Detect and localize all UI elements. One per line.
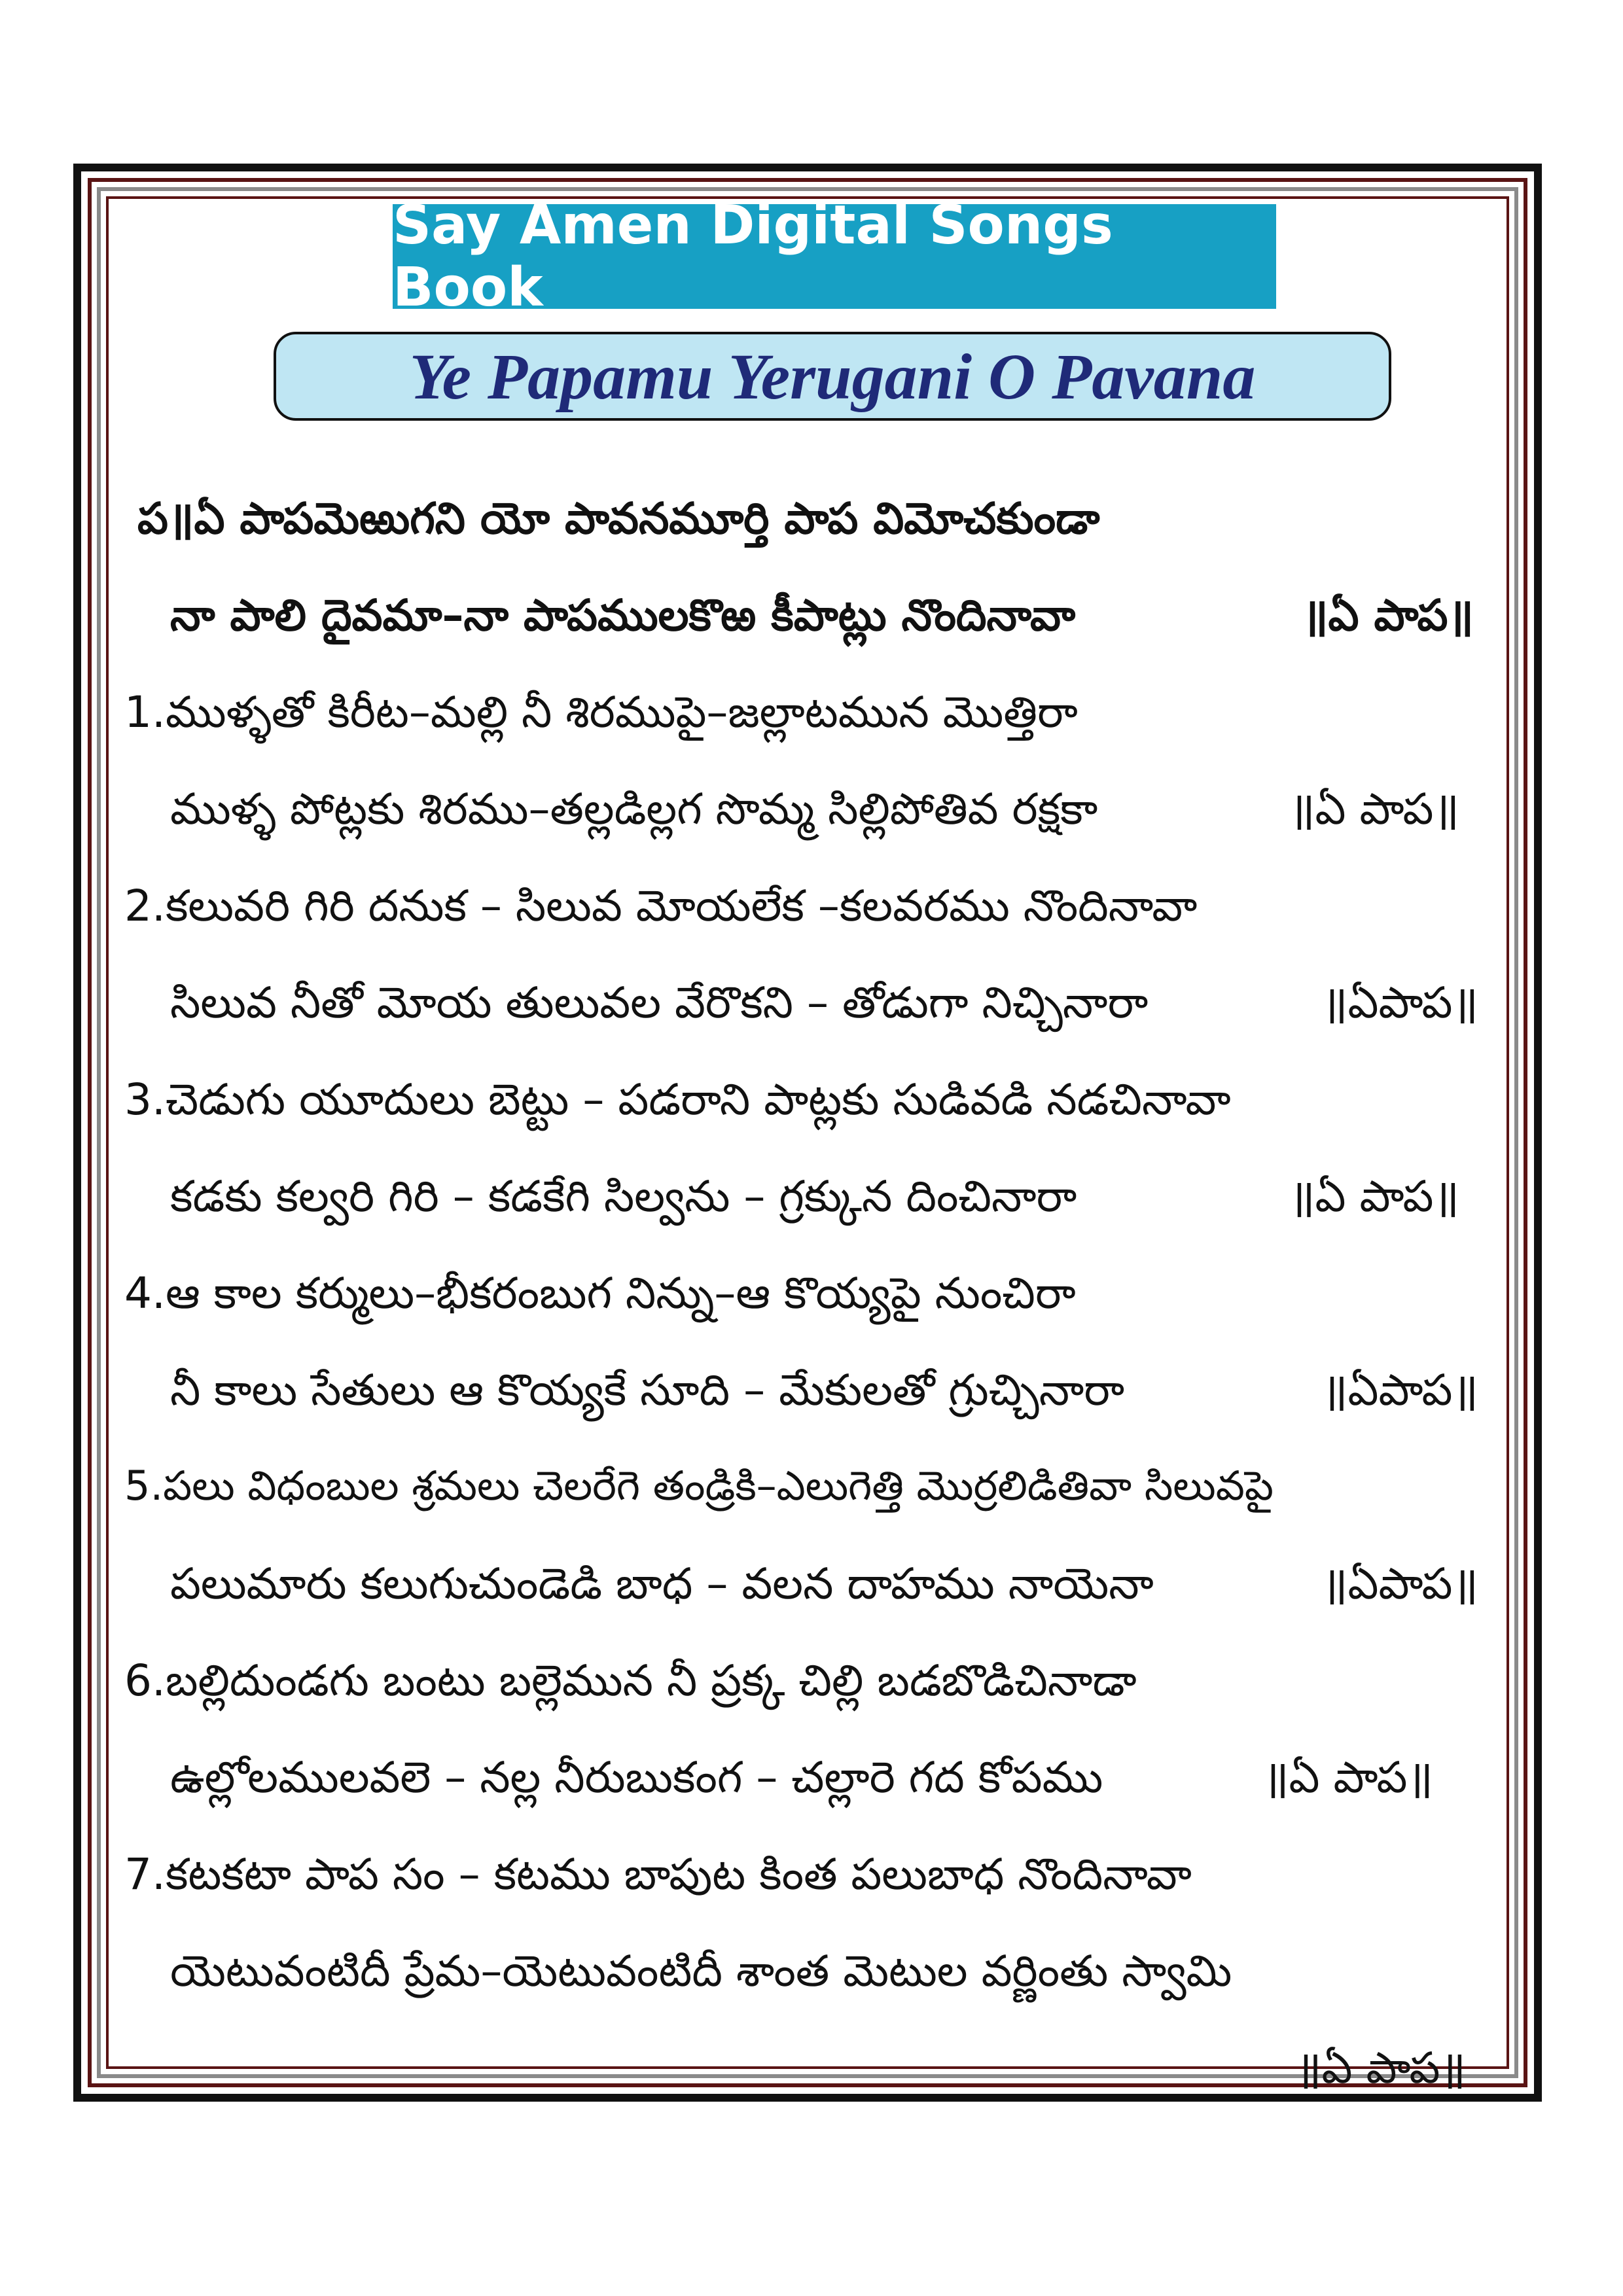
song-title-box [274,332,1391,421]
verse-1-line-2: ముళ్ళ పోట్లకు శిరము–తల్లడిల్లగ సొమ్మ సిల్లిపోతివ రక్షకా [170,784,1098,834]
verse-4-line-1: 4.ఆ కాల కర్ములు–భీకరంబుగ నిన్ను–ఆ కొయ్యపై నుంచిరా [124,1268,1076,1318]
verse-3-refrain: ॥ఏ పాప॥ [1289,1171,1459,1222]
verse-1-line-1: 1.ముళ్ళతో కిరీట–మల్లి నీ శిరముపై–జల్లాటమున మొత్తిరా [124,687,1078,737]
verse-2-line-1: 2.కలువరి గిరి దనుక – సిలువ మోయలేక –కలవరము నొందినావా [124,881,1198,931]
verse-6-line-2: ఉల్లోలములవలె – నల్ల నీరుబుకంగ – చల్లారె గద కోపము [170,1752,1103,1803]
book-title-banner [393,194,1276,319]
verse-5-line-2: పలుమారు కలుగుచుండెడి బాధ – వలన దాహము నాయెనా [170,1559,1154,1609]
song-title: Ye Papamu Yerugani O Pavana [409,340,1256,413]
chorus-line-2: నా పాలి దైవమా–నా పాపములకొఱ కీపాట్లు నొందినావా [170,590,1076,641]
verse-3-line-2: కడకు కల్వరి గిరి – కడకేగి సిల్వను – గ్రక్కున దించినారా [170,1171,1077,1222]
verse-7-line-2: యెటువంటిదీ ప్రేమ–యెటువంటిదీ శాంత మెటుల వర్ణింతు స్వామి [170,1946,1232,1996]
verse-5-refrain: ॥ఏపాప॥ [1322,1559,1478,1609]
verse-4-refrain: ॥ఏపాప॥ [1322,1365,1478,1415]
verse-2-refrain: ॥ఏపాప॥ [1322,978,1478,1028]
verse-1-refrain: ॥ఏ పాప॥ [1289,784,1459,834]
verse-6-line-1: 6.బల్లిదుండగు బంటు బల్లెమున నీ ప్రక్క చిల్లి బడబొడిచినాడా [124,1655,1137,1706]
chorus-refrain: ॥ఏ పాప॥ [1302,590,1474,641]
verse-5-line-1: 5.పలు విధంబుల శ్రమలు చెలరేగె తండ్రికి–ఎలుగెత్తి మొర్రలిడితివా సిలువపై [124,1462,1274,1510]
verse-2-line-2: సిలువ నీతో మోయ తులువల వేరొకని – తోడుగా నిచ్చినారా [170,978,1149,1028]
verse-4-line-2: నీ కాలు సేతులు ఆ కొయ్యకే సూది – మేకులతో గ్రుచ్చినారా [170,1365,1125,1415]
verse-7-refrain: ॥ఏ పాప॥ [1296,2043,1466,2093]
verse-3-line-1: 3.చెడుగు యూదులు బెట్టు – పడరాని పాట్లకు సుడివడి నడచినావా [124,1074,1231,1125]
chorus-line-1: ప॥ఏ పాపమెఱుగని యో పావనమూర్తి పాప విమోచకుండా [137,493,1100,544]
verse-7-line-1: 7.కటకటా పాప సం – కటము బాపుట కింత పలుబాధ నొందినావా [124,1849,1192,1899]
verse-6-refrain: ॥ఏ పాప॥ [1263,1752,1433,1803]
book-title: Say Amen Digital Songs Book [393,194,1113,319]
